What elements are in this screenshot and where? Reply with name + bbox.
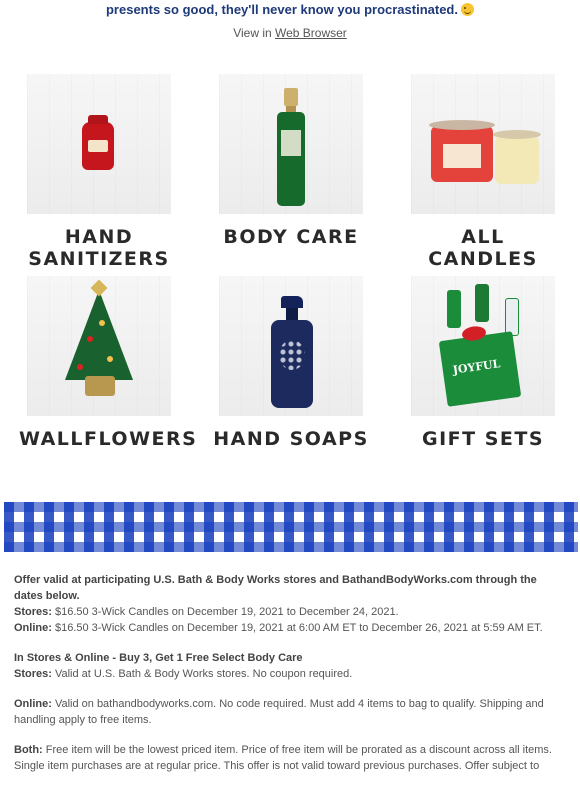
category-label: ALL CANDLES bbox=[428, 226, 538, 270]
promo-online: Online: Valid on bathandbodyworks.com. No code required. Must add 4 items to bag to qualify. Shipping and handling apply to free items. bbox=[14, 698, 544, 726]
candles-image bbox=[411, 74, 555, 214]
web-browser-link[interactable]: Web Browser bbox=[275, 26, 347, 40]
preheader-text bbox=[0, 2, 580, 17]
offer-online: Online: $16.50 3-Wick Candles on December 19, 2021 at 6:00 AM ET to December 26, 2021 at 5:59 AM ET. bbox=[14, 622, 543, 634]
legal-disclaimer bbox=[14, 572, 566, 788]
category-hand-sanitizers[interactable] bbox=[19, 74, 179, 270]
hand-soap-image bbox=[219, 276, 363, 416]
category-label: BODY CARE bbox=[223, 226, 359, 248]
category-all-candles[interactable] bbox=[403, 74, 563, 270]
body-mist-image bbox=[219, 74, 363, 214]
wallflower-tree-image bbox=[27, 276, 171, 416]
preheader-message: presents so good, they'll never know you procrastinated. bbox=[105, 2, 458, 17]
category-label: HAND SANITIZERS bbox=[28, 226, 170, 270]
promo-title: In Stores & Online - Buy 3, Get 1 Free Select Body Care bbox=[14, 652, 303, 664]
category-wallflowers[interactable] bbox=[19, 276, 198, 450]
gingham-banner bbox=[4, 502, 578, 552]
category-label: GIFT SETS bbox=[421, 428, 545, 450]
wink-emoji-icon bbox=[461, 3, 474, 16]
category-label: HAND SOAPS bbox=[213, 428, 369, 450]
view-in-prefix: View in bbox=[233, 26, 272, 40]
category-label: WALLFLOWERS bbox=[19, 428, 198, 450]
promo-both: Both: Free item will be the lowest priced item. Price of free item will be prorated as a discount across all items. Single item purchases are at regular price. This offer is not valid toward previous purchases. Offer subject to bbox=[14, 744, 552, 772]
view-in-browser bbox=[0, 26, 580, 40]
hand-sanitizer-image bbox=[27, 74, 171, 214]
offer-stores: Stores: $16.50 3-Wick Candles on December 19, 2021 to December 24, 2021. bbox=[14, 606, 399, 618]
category-gift-sets[interactable] bbox=[403, 276, 563, 450]
gift-set-image bbox=[411, 276, 555, 416]
category-body-care[interactable] bbox=[211, 74, 371, 248]
category-hand-soaps[interactable] bbox=[211, 276, 371, 450]
promo-stores: Stores: Valid at U.S. Bath & Body Works stores. No coupon required. bbox=[14, 668, 353, 680]
offer-intro: Offer valid at participating U.S. Bath & Body Works stores and BathandBodyWorks.com through the dates below. bbox=[14, 574, 537, 602]
